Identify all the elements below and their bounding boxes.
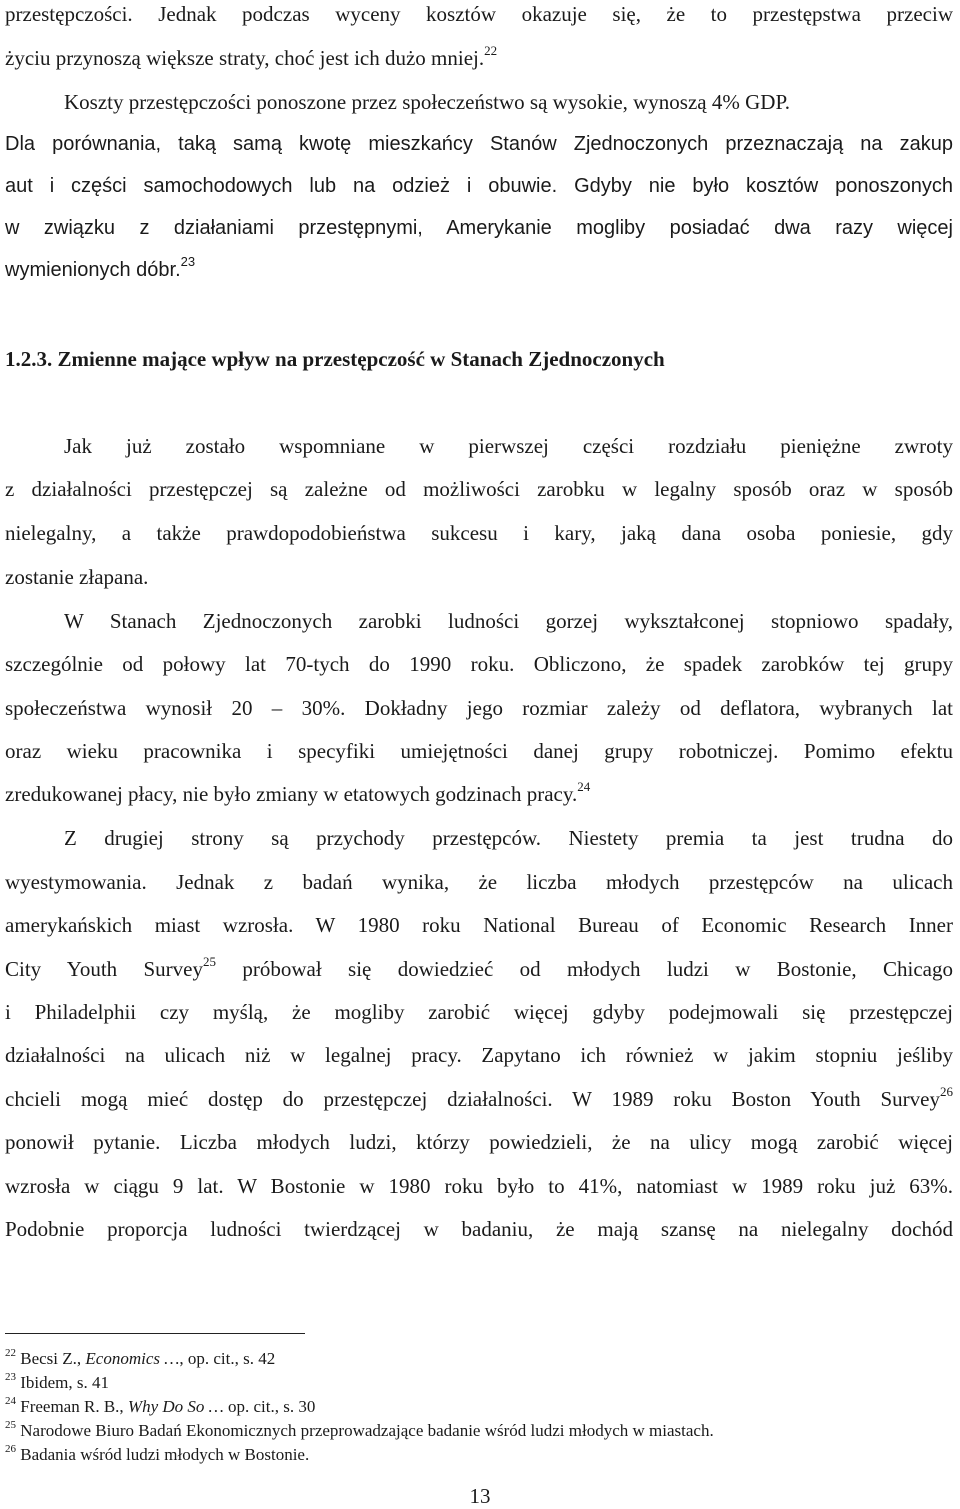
footnote-number: 26 <box>5 1443 16 1456</box>
footnote-separator <box>5 1333 305 1334</box>
footnote-item <box>5 1372 953 1394</box>
text-line <box>5 737 953 765</box>
text-span: szczególnie od połowy lat 70-tych do 1990 roku. Obliczono, że spadek zarobków tej grupy <box>5 652 953 676</box>
text-line <box>5 955 953 983</box>
text-span: wyestymowania. Jednak z badań wynika, że liczba młodych przestępców na ulicach <box>5 870 953 894</box>
text-span: przestępczości. Jednak podczas wyceny kosztów okazuje się, że to przestępstwa przeciw <box>5 2 953 26</box>
text-span: życiu przynoszą większe straty, choć jest ich dużo mniej. <box>5 46 485 70</box>
text-span: Gdyby nie było kosztów ponoszonych <box>574 175 953 197</box>
footnote-number: 25 <box>5 1419 16 1432</box>
text-span: zostanie złapana. <box>5 565 149 589</box>
text-line <box>5 911 953 939</box>
text-line <box>5 998 953 1026</box>
text-line <box>5 1172 953 1200</box>
footnote-ref-22: 22 <box>484 44 498 58</box>
page-number: 13 <box>469 1484 491 1508</box>
text-span: aut i części samochodowych lub na odzież i obuwie. <box>5 175 558 197</box>
text-span: chcieli mogą mieć dostęp do przestępczej działalności. W 1989 roku Boston Youth Survey <box>5 1087 940 1111</box>
text-line <box>5 130 953 158</box>
text-line <box>5 1215 953 1243</box>
text-line <box>5 1128 953 1156</box>
footnote-title: Economics … <box>85 1349 180 1368</box>
text-span: i Philadelphii czy myślą, że mogliby zarobić więcej gdyby podejmowali się przestępczej <box>5 1000 953 1024</box>
text-line <box>5 780 953 808</box>
footnote-text: Badania wśród ludzi młodych w Bostonie. <box>20 1445 310 1464</box>
text-span: Podobnie proporcja ludności twierdzącej w badaniu, że mają szansę na nielegalny dochód <box>5 1217 953 1241</box>
footnote-ref-23: 23 <box>180 256 196 270</box>
text-span: z działalności przestępczej są zależne od możliwości zarobku w legalny sposób oraz w sposób <box>5 477 953 501</box>
text-line <box>64 607 953 635</box>
footnote-ref-26: 26 <box>940 1085 953 1099</box>
footnote-number: 22 <box>5 1347 16 1360</box>
text-span: wzrosła w ciągu 9 lat. W Bostonie w 1980 roku było to 41%, natomiast w 1989 roku już 63%. <box>5 1174 953 1198</box>
footnote-ref-24: 24 <box>577 780 591 794</box>
footnote-item <box>5 1348 953 1370</box>
footnote-number: 23 <box>5 1371 16 1384</box>
text-span: próbował się dowiedzieć od młodych ludzi w Bostonie, Chicago <box>216 957 953 981</box>
footnote-text: Ibidem, s. 41 <box>20 1373 110 1392</box>
text-line <box>5 0 953 28</box>
footnote-title: Why Do So … <box>127 1397 224 1416</box>
footnote-text: Freeman R. B., <box>20 1397 128 1416</box>
footnote-text: Becsi Z., <box>20 1349 86 1368</box>
text-span: amerykańskich miast wzrosła. W 1980 roku National Bureau of Economic Research Inner <box>5 913 953 937</box>
text-line <box>5 563 953 591</box>
text-span: działalności na ulicach niż w legalnej pracy. Zapytano ich również w jakim stopniu jeśliby <box>5 1043 953 1067</box>
text-line <box>5 1041 953 1069</box>
text-line <box>5 519 953 547</box>
text-span: zredukowanej płacy, nie było zmiany w etatowych godzinach pracy. <box>5 782 578 806</box>
text-line <box>5 214 953 242</box>
text-line <box>5 256 953 284</box>
footnote-item <box>5 1444 953 1466</box>
text-line <box>5 475 953 503</box>
text-span: w związku z działaniami przestępnymi, Amerykanie mogliby posiadać dwa razy więcej <box>5 217 953 239</box>
text-span: ponowił pytanie. Liczba młodych ludzi, którzy powiedzieli, że na ulicy mogą zarobić więcej <box>5 1130 953 1154</box>
footnote-text: , op. cit., s. 42 <box>179 1349 276 1368</box>
footnote-ref-25: 25 <box>203 955 216 969</box>
text-line <box>5 1085 953 1113</box>
text-span: wymienionych dóbr. <box>5 259 181 281</box>
footnote-item <box>5 1420 953 1442</box>
text-span: nielegalny, a także prawdopodobieństwa sukcesu i kary, jaką dana osoba poniesie, gdy <box>5 521 953 545</box>
text-span: oraz wieku pracownika i specyfiki umiejętności danej grupy robotniczej. Pomimo efektu <box>5 739 953 763</box>
text-span: W Stanach Zjednoczonych zarobki ludności gorzej wykształconej stopniowo spadały, <box>64 609 953 633</box>
footnote-item <box>5 1396 953 1418</box>
text-span: społeczeństwa wynosił 20 – 30%. Dokładny jego rozmiar zależy od deflatora, wybranych lat <box>5 696 953 720</box>
text-line <box>5 868 953 896</box>
footnote-text: Narodowe Biuro Badań Ekonomicznych przeprowadzające badanie wśród ludzi młodych w miastach. <box>20 1421 714 1440</box>
text-line <box>5 694 953 722</box>
text-span: City Youth Survey <box>5 957 203 981</box>
text-span: Koszty przestępczości ponoszone przez społeczeństwo są wysokie, wynoszą 4% GDP. <box>64 90 791 114</box>
text-span: Jak już zostało wspomniane w pierwszej części rozdziału pieniężne zwroty <box>64 434 953 458</box>
text-line <box>5 172 953 200</box>
text-line <box>64 824 953 852</box>
footnote-number: 24 <box>5 1395 16 1408</box>
footnote-text: op. cit., s. 30 <box>223 1397 316 1416</box>
text-line <box>5 44 953 72</box>
section-heading: 1.2.3. Zmienne mające wpływ na przestępczość w Stanach Zjednoczonych <box>5 347 665 371</box>
text-line <box>64 88 953 116</box>
text-line <box>64 432 953 460</box>
text-line <box>5 650 953 678</box>
text-span: Dla porównania, taką samą kwotę mieszkańcy Stanów Zjednoczonych przeznaczają na zakup <box>5 133 953 155</box>
text-span: Z drugiej strony są przychody przestępców. Niestety premia ta jest trudna do <box>64 826 953 850</box>
